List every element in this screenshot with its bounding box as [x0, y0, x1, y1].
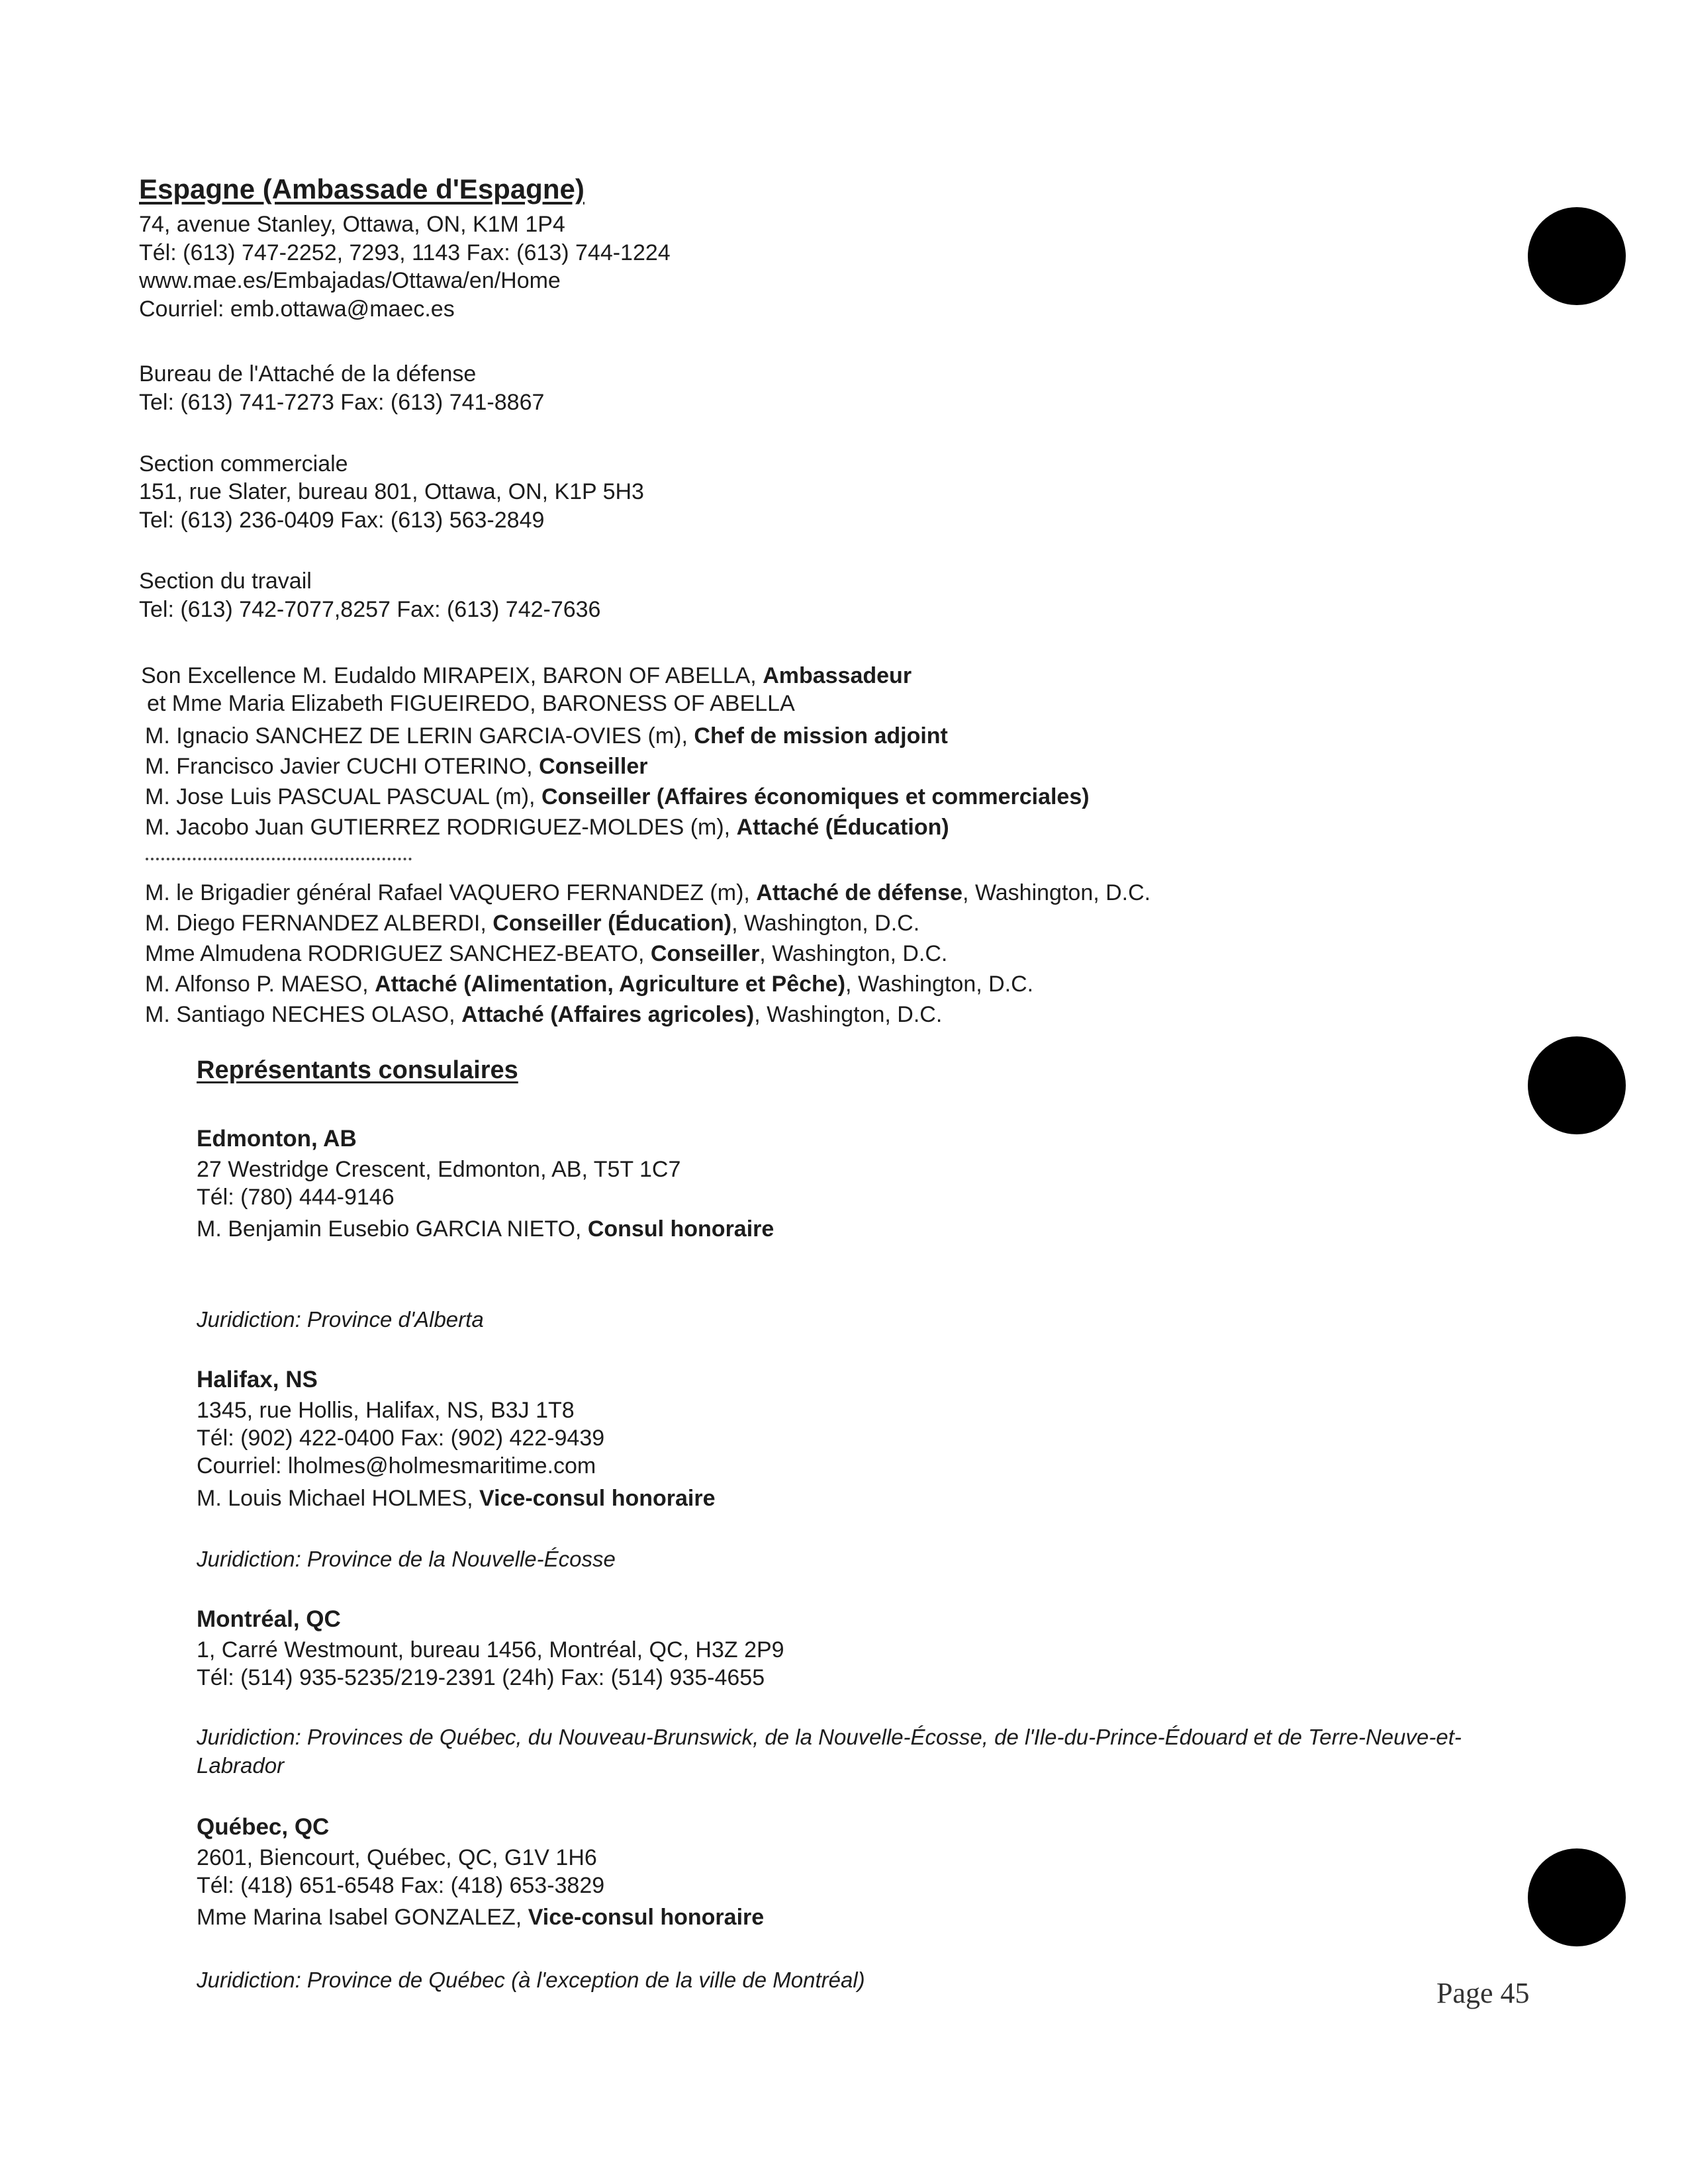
binder-hole — [1528, 207, 1626, 305]
consulate-city: Halifax, NS — [197, 1367, 318, 1392]
consulate-officer: Mme Marina Isabel GONZALEZ, Vice-consul honoraire — [197, 1905, 765, 1930]
staff-line: M. Francisco Javier CUCHI OTERINO, Conseiller — [145, 754, 648, 779]
staff-line: Son Excellence M. Eudaldo MIRAPEIX, BARON OF ABELLA, Ambassadeur — [141, 663, 912, 688]
staff-line: M. Jacobo Juan GUTIERREZ RODRIGUEZ-MOLDES (m), Attaché (Éducation) — [145, 815, 949, 840]
embassy-title: Espagne (Ambassade d'Espagne) — [139, 173, 585, 205]
washington-staff-line: M. le Brigadier général Rafael VAQUERO FERNANDEZ (m), Attaché de défense, Washington, D.C. — [145, 880, 1151, 905]
washington-staff-line: M. Diego FERNANDEZ ALBERDI, Conseiller (Éducation), Washington, D.C. — [145, 911, 920, 936]
labour-section-phone: Tel: (613) 742-7077,8257 Fax: (613) 742-7636 — [139, 597, 601, 622]
consulate-address: 1345, rue Hollis, Halifax, NS, B3J 1T8 — [197, 1398, 575, 1423]
commercial-section-address: 151, rue Slater, bureau 801, Ottawa, ON, K1P 5H3 — [139, 479, 644, 504]
consulate-jurisdiction: Juridiction: Province de la Nouvelle-Écosse — [197, 1547, 616, 1571]
washington-staff-line: Mme Almudena RODRIGUEZ SANCHEZ-BEATO, Conseiller, Washington, D.C. — [145, 941, 948, 966]
consulate-jurisdiction: Juridiction: Province d'Alberta — [197, 1307, 484, 1332]
binder-hole — [1528, 1848, 1626, 1946]
embassy-website: www.mae.es/Embajadas/Ottawa/en/Home — [139, 268, 561, 293]
embassy-email: Courriel: emb.ottawa@maec.es — [139, 296, 455, 322]
dotted-separator — [146, 858, 412, 860]
consulate-phone: Tél: (780) 444-9146 — [197, 1185, 395, 1210]
washington-staff-line: M. Alfonso P. MAESO, Attaché (Alimentation, Agriculture et Pêche), Washington, D.C. — [145, 972, 1034, 997]
consulate-jurisdiction: Juridiction: Provinces de Québec, du Nouveau-Brunswick, de la Nouvelle-Écosse, de l'Ile-du-Prince-Édouard et de Terre-Neuve-et-Labrador — [197, 1725, 1462, 1778]
staff-line: M. Ignacio SANCHEZ DE LERIN GARCIA-OVIES (m), Chef de mission adjoint — [145, 723, 948, 749]
staff-line: et Mme Maria Elizabeth FIGUEIREDO, BARONESS OF ABELLA — [147, 691, 795, 716]
consulate-email: Courriel: lholmes@holmesmaritime.com — [197, 1453, 596, 1479]
defense-office-phone: Tel: (613) 741-7273 Fax: (613) 741-8867 — [139, 390, 545, 415]
consulate-phone: Tél: (514) 935-5235/219-2391 (24h) Fax: (514) 935-4655 — [197, 1665, 765, 1690]
consulate-city: Montréal, QC — [197, 1606, 341, 1632]
embassy-phone: Tél: (613) 747-2252, 7293, 1143 Fax: (613) 744-1224 — [139, 240, 671, 265]
consulate-phone: Tél: (902) 422-0400 Fax: (902) 422-9439 — [197, 1426, 605, 1451]
consulate-officer: M. Benjamin Eusebio GARCIA NIETO, Consul honoraire — [197, 1216, 774, 1242]
consulate-address: 27 Westridge Crescent, Edmonton, AB, T5T 1C7 — [197, 1157, 681, 1182]
consulate-city: Edmonton, AB — [197, 1126, 357, 1152]
consulate-address: 2601, Biencourt, Québec, QC, G1V 1H6 — [197, 1845, 597, 1870]
commercial-section-name: Section commerciale — [139, 451, 348, 477]
washington-staff-line: M. Santiago NECHES OLASO, Attaché (Affaires agricoles), Washington, D.C. — [145, 1002, 943, 1027]
page-number: Page 45 — [1436, 1977, 1530, 2009]
commercial-section-phone: Tel: (613) 236-0409 Fax: (613) 563-2849 — [139, 508, 545, 533]
labour-section-name: Section du travail — [139, 569, 312, 594]
binder-hole — [1528, 1036, 1626, 1134]
staff-line: M. Jose Luis PASCUAL PASCUAL (m), Conseiller (Affaires économiques et commerciales) — [145, 784, 1090, 809]
consulate-jurisdiction: Juridiction: Province de Québec (à l'exception de la ville de Montréal) — [197, 1968, 865, 1992]
consulate-officer: M. Louis Michael HOLMES, Vice-consul honoraire — [197, 1486, 716, 1511]
consulate-phone: Tél: (418) 651-6548 Fax: (418) 653-3829 — [197, 1873, 605, 1898]
embassy-address: 74, avenue Stanley, Ottawa, ON, K1M 1P4 — [139, 212, 565, 237]
defense-office-name: Bureau de l'Attaché de la défense — [139, 361, 477, 387]
consular-heading: Représentants consulaires — [197, 1056, 518, 1084]
consulate-address: 1, Carré Westmount, bureau 1456, Montréal, QC, H3Z 2P9 — [197, 1637, 784, 1662]
consulate-city: Québec, QC — [197, 1814, 330, 1840]
